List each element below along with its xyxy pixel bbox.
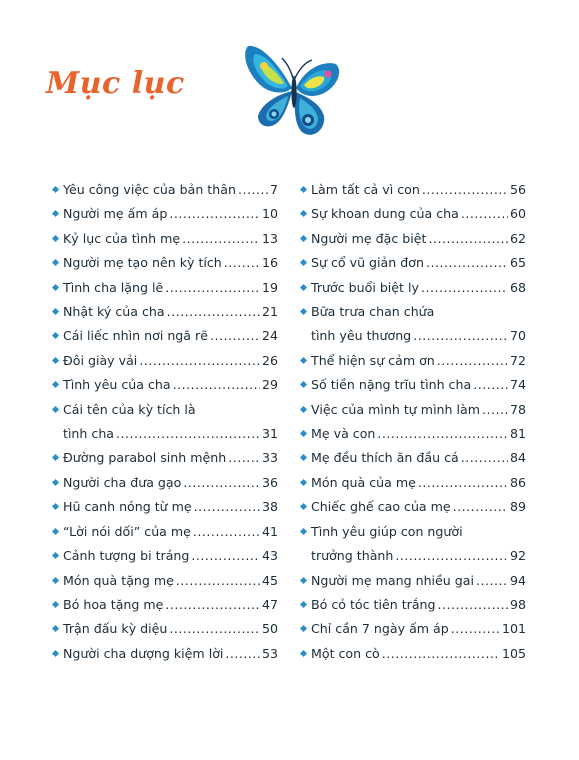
toc-entry[interactable] <box>52 349 278 373</box>
toc-entry-title: Cái tên của kỳ tích là <box>63 401 196 417</box>
dot-leader <box>438 593 508 617</box>
toc-page-number: 13 <box>261 230 278 246</box>
dot-leader <box>224 251 260 275</box>
toc-page-number: 29 <box>261 377 278 393</box>
toc-entry-title: trưởng thành <box>311 548 394 564</box>
toc-page-number: 10 <box>261 206 278 222</box>
bullet-diamond-icon <box>52 210 59 217</box>
toc-page-number: 105 <box>501 645 526 661</box>
toc-entry-title: Người mẹ mang nhiều gai <box>311 572 474 588</box>
toc-entry-title: Nhật ký của cha <box>63 304 165 320</box>
toc-entry[interactable] <box>52 398 278 447</box>
toc-entry-title: Yêu công việc của bản thân <box>63 182 236 197</box>
dot-leader <box>377 422 508 446</box>
toc-entry[interactable] <box>52 446 278 470</box>
toc-entry[interactable] <box>300 617 526 641</box>
toc-entry-title: Tình yêu của cha <box>63 377 171 393</box>
toc-entry-title: Người mẹ tạo nên kỳ tích <box>63 255 222 271</box>
toc-page-number: 21 <box>261 304 278 320</box>
toc-entry-title: Trước buổi biệt ly <box>311 279 419 295</box>
bullet-diamond-icon <box>300 528 307 535</box>
toc-page-number: 68 <box>509 279 526 295</box>
dot-leader <box>228 446 260 470</box>
toc-entry-title: Trận đấu kỳ diệu <box>63 621 168 637</box>
dot-leader <box>482 398 508 422</box>
dot-leader <box>173 373 260 397</box>
toc-page-number: 16 <box>261 255 278 271</box>
dot-leader <box>418 471 508 495</box>
dot-leader <box>426 251 508 275</box>
toc-page-number: 60 <box>509 206 526 222</box>
bullet-diamond-icon <box>300 454 307 461</box>
toc-entry[interactable] <box>52 642 278 666</box>
toc-page-number: 92 <box>509 548 526 564</box>
toc-entry-title: Mẹ và con <box>311 426 376 442</box>
bullet-diamond-icon <box>300 650 307 657</box>
bullet-diamond-icon <box>300 210 307 217</box>
toc-entry[interactable] <box>52 178 278 202</box>
dot-leader <box>167 300 260 324</box>
toc-entry[interactable] <box>300 373 526 397</box>
toc-entry-title: Món quà của mẹ <box>311 474 416 490</box>
dot-leader <box>473 373 508 397</box>
dot-leader <box>461 446 508 470</box>
toc-entry[interactable] <box>300 446 526 470</box>
toc-entry[interactable] <box>52 276 278 300</box>
toc-page-number: 62 <box>509 230 526 246</box>
toc-entry-title: Bữa trưa chan chứa <box>311 304 435 320</box>
toc-entry[interactable] <box>52 617 278 641</box>
dot-leader <box>165 593 260 617</box>
toc-entry-title: Số tiền nặng trĩu tình cha <box>311 377 472 393</box>
dot-leader <box>395 544 508 568</box>
dot-leader <box>437 349 508 373</box>
butterfly-icon <box>240 36 350 146</box>
dot-leader <box>451 617 500 641</box>
toc-entry-title: Thể hiện sự cảm ơn <box>311 352 435 368</box>
toc-entry[interactable] <box>52 373 278 397</box>
toc-entry-title: Một con cò <box>311 645 380 661</box>
toc-page-number: 7 <box>269 182 278 197</box>
bullet-diamond-icon <box>52 186 59 193</box>
toc-entry[interactable] <box>300 471 526 495</box>
toc-page-number: 19 <box>261 279 278 295</box>
bullet-diamond-icon <box>300 259 307 266</box>
bullet-diamond-icon <box>52 284 59 291</box>
toc-page-number: 84 <box>509 450 526 466</box>
toc-entry-title: Kỷ lục của tình mẹ <box>63 230 181 246</box>
bullet-diamond-icon <box>300 430 307 437</box>
dot-leader <box>169 617 260 641</box>
bullet-diamond-icon <box>300 357 307 364</box>
dot-leader <box>183 471 260 495</box>
toc-page-number: 31 <box>261 426 278 442</box>
toc-entry-title: Việc của mình tự mình làm <box>311 401 481 417</box>
toc-page-number: 41 <box>261 523 278 539</box>
toc-page-number: 47 <box>261 596 278 612</box>
bullet-diamond-icon <box>52 528 59 535</box>
bullet-diamond-icon <box>300 406 307 413</box>
dot-leader <box>476 569 508 593</box>
bullet-diamond-icon <box>52 259 59 266</box>
toc-entry-title: “Lời nói dối” của mẹ <box>63 523 191 539</box>
toc-entry[interactable] <box>52 471 278 495</box>
toc-page-number: 36 <box>261 474 278 490</box>
toc-entry-title: Chiếc ghế cao của mẹ <box>311 499 451 515</box>
toc-entry[interactable] <box>52 251 278 275</box>
toc-entry-title: Tình cha lặng lẽ <box>63 279 164 295</box>
bullet-diamond-icon <box>300 186 307 193</box>
bullet-diamond-icon <box>300 576 307 583</box>
toc-entry-title: Đôi giày vải <box>63 352 138 368</box>
dot-leader <box>453 495 508 519</box>
dot-leader <box>182 227 260 251</box>
toc-entry-title: Người mẹ đặc biệt <box>311 230 427 246</box>
dot-leader <box>116 422 260 446</box>
dot-leader <box>165 276 260 300</box>
bullet-diamond-icon <box>52 357 59 364</box>
toc-entry[interactable] <box>52 227 278 251</box>
bullet-diamond-icon <box>52 601 59 608</box>
bullet-diamond-icon <box>300 601 307 608</box>
toc-page-number: 98 <box>509 596 526 612</box>
bullet-diamond-icon <box>52 552 59 559</box>
toc-entry-title: Người cha dượng kiệm lời <box>63 645 224 661</box>
toc-entry[interactable] <box>300 227 526 251</box>
toc-page-number: 38 <box>261 499 278 515</box>
toc-entry[interactable] <box>300 569 526 593</box>
toc-page-number: 78 <box>509 401 526 417</box>
toc-entry-title: tình cha <box>63 426 115 442</box>
toc-entry[interactable] <box>300 178 526 202</box>
bullet-diamond-icon <box>52 650 59 657</box>
toc-page-number: 65 <box>509 255 526 271</box>
toc-entry[interactable] <box>300 202 526 226</box>
toc-entry[interactable] <box>300 300 526 349</box>
toc-entry-title: Hũ canh nóng từ mẹ <box>63 499 192 515</box>
dot-leader <box>382 642 500 666</box>
toc-entry[interactable] <box>300 495 526 519</box>
dot-leader <box>461 202 508 226</box>
dot-leader <box>193 520 260 544</box>
toc-page-number: 101 <box>501 621 526 637</box>
toc-entry-title: Cái liếc nhìn nơi ngã rẽ <box>63 328 208 344</box>
toc-page-number: 74 <box>509 377 526 393</box>
toc-entry[interactable] <box>52 495 278 519</box>
toc-page-number: 33 <box>261 450 278 466</box>
bullet-diamond-icon <box>52 406 59 413</box>
dot-leader <box>421 276 508 300</box>
bullet-diamond-icon <box>300 308 307 315</box>
toc-page-number: 26 <box>261 352 278 368</box>
toc-right-column <box>300 178 526 666</box>
toc-entry-title: Bó cỏ tóc tiên trắng <box>311 596 436 612</box>
toc-page-number: 70 <box>509 328 526 344</box>
toc-page-number: 81 <box>509 426 526 442</box>
toc-entry[interactable] <box>52 300 278 324</box>
toc-page-number: 50 <box>261 621 278 637</box>
bullet-diamond-icon <box>300 235 307 242</box>
toc-entry[interactable] <box>52 569 278 593</box>
bullet-diamond-icon <box>52 625 59 632</box>
dot-leader <box>238 178 268 202</box>
dot-leader <box>413 324 508 348</box>
bullet-diamond-icon <box>300 479 307 486</box>
toc-page-number: 86 <box>509 474 526 490</box>
bullet-diamond-icon <box>300 503 307 510</box>
dot-leader <box>210 324 260 348</box>
toc-page-number: 72 <box>509 352 526 368</box>
toc-entry[interactable] <box>52 544 278 568</box>
toc-entry-title: Đường parabol sinh mệnh <box>63 450 227 466</box>
bullet-diamond-icon <box>300 625 307 632</box>
toc-page-number: 45 <box>261 572 278 588</box>
toc-entry-title: Bó hoa tặng mẹ <box>63 596 164 612</box>
toc-entry-title: Cảnh tượng bi tráng <box>63 548 190 564</box>
toc-entry[interactable] <box>300 349 526 373</box>
bullet-diamond-icon <box>52 381 59 388</box>
toc-page-number: 89 <box>509 499 526 515</box>
dot-leader <box>139 349 260 373</box>
page-title: Mục lục <box>46 66 185 101</box>
bullet-diamond-icon <box>52 235 59 242</box>
bullet-diamond-icon <box>52 308 59 315</box>
toc-page-number: 56 <box>509 182 526 197</box>
toc-entry-title: Sự cổ vũ giản đơn <box>311 255 424 271</box>
bullet-diamond-icon <box>300 284 307 291</box>
toc-entry-title: Người cha đưa gạo <box>63 474 182 490</box>
dot-leader <box>225 642 260 666</box>
bullet-diamond-icon <box>52 479 59 486</box>
toc-entry[interactable] <box>52 593 278 617</box>
bullet-diamond-icon <box>52 332 59 339</box>
toc-entry[interactable] <box>300 251 526 275</box>
toc-entry-title: Làm tất cả vì con <box>311 182 420 197</box>
dot-leader <box>191 544 260 568</box>
toc-page-number: 94 <box>509 572 526 588</box>
dot-leader <box>176 569 260 593</box>
toc-entry[interactable] <box>300 520 526 569</box>
toc-entry[interactable] <box>300 593 526 617</box>
toc-entry[interactable] <box>300 276 526 300</box>
toc-entry[interactable] <box>52 324 278 348</box>
bullet-diamond-icon <box>300 381 307 388</box>
dot-leader <box>428 227 508 251</box>
toc-entry[interactable] <box>300 422 526 446</box>
toc-left-column <box>52 178 278 666</box>
toc-entry-title: Người mẹ ấm áp <box>63 206 168 222</box>
toc-entry-title: Sự khoan dung của cha <box>311 206 459 222</box>
bullet-diamond-icon <box>52 503 59 510</box>
dot-leader <box>194 495 260 519</box>
toc-entry-title: tình yêu thương <box>311 328 412 344</box>
toc-entry[interactable] <box>300 642 526 666</box>
toc-entry-title: Mẹ đều thích ăn đầu cá <box>311 450 459 466</box>
bullet-diamond-icon <box>52 576 59 583</box>
toc-entry-title: Món quà tặng mẹ <box>63 572 174 588</box>
bullet-diamond-icon <box>52 454 59 461</box>
toc-entry-title: Chỉ cần 7 ngày ấm áp <box>311 621 449 637</box>
dot-leader <box>169 202 260 226</box>
toc-page-number: 24 <box>261 328 278 344</box>
toc-entry[interactable] <box>300 398 526 422</box>
toc-entry[interactable] <box>52 520 278 544</box>
dot-leader <box>422 178 508 202</box>
toc-page-number: 43 <box>261 548 278 564</box>
toc-page-number: 53 <box>261 645 278 661</box>
toc-entry-title: Tình yêu giúp con người <box>311 523 463 539</box>
toc-entry[interactable] <box>52 202 278 226</box>
